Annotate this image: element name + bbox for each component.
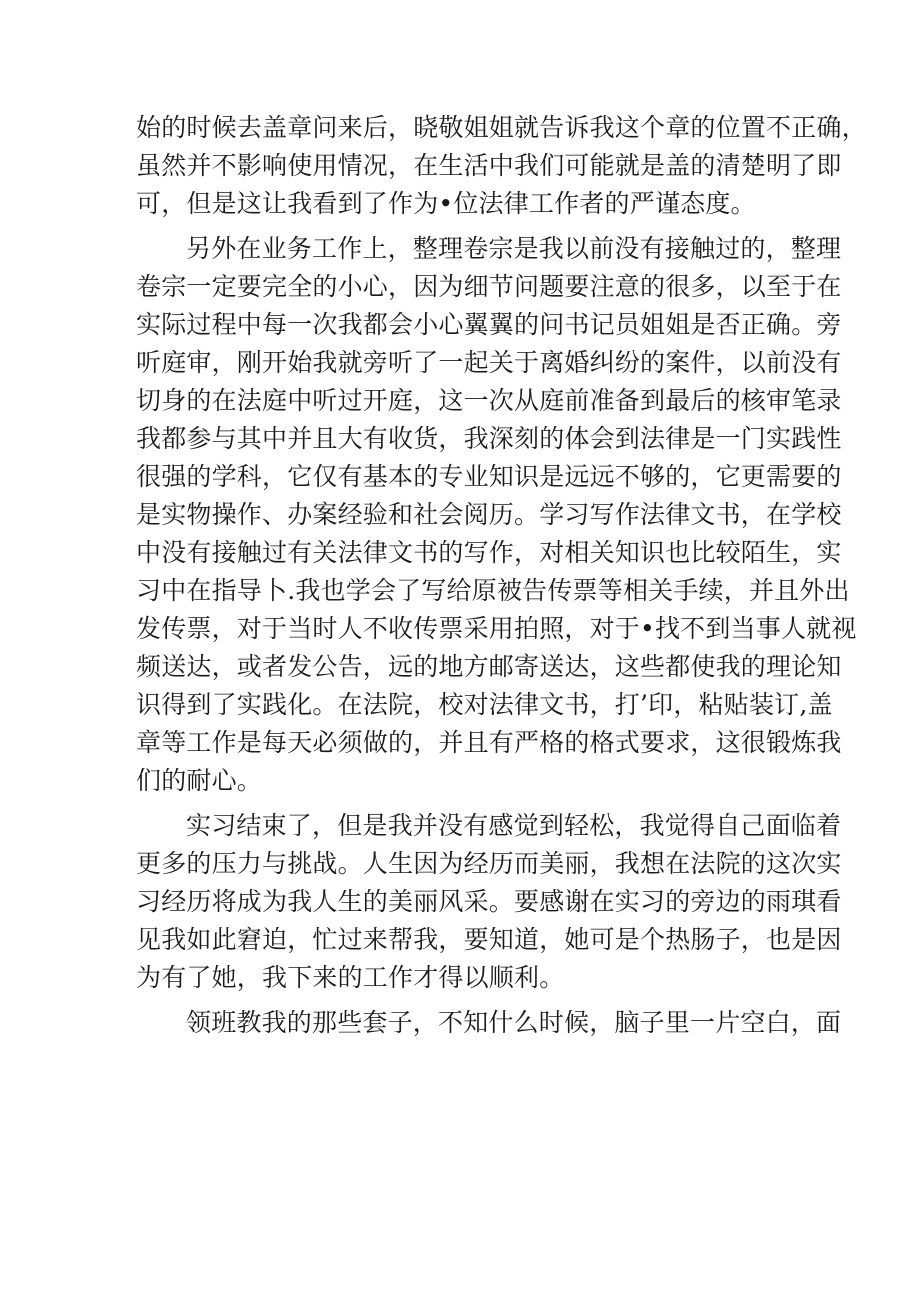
text-line: 我都参与其中并且大有收货，我深刻的体会到法律是一门实践性 [136,424,842,453]
text-line: 卷宗一定要完全的小心，因为细节问题要注意的很多，以至于在 [136,272,842,301]
text-line: 是实物操作、办案经验和社会阅历。学习写作法律文书，在学校 [136,500,842,529]
text-line: 见我如此窘迫，忙过来帮我，要知道，她可是个热肠子，也是因 [136,925,842,954]
body-text [136,109,867,1042]
text-line: 听庭审，刚开始我就旁听了一起关于离婚纠纷的案件，以前没有 [136,348,842,377]
text-line: 识得到了实践化。在法院，校对法律文书，打’印，粘贴装订,盖 [136,690,833,719]
paragraph [136,109,867,223]
text-line: 实际过程中每一次我都会小心翼翼的问书记员姐姐是否正确。旁 [136,310,842,339]
paragraph [136,807,842,997]
text-line: 章等工作是每天必须做的，并且有严格的格式要求，这很锻炼我 [136,728,842,757]
paragraph [136,1004,842,1042]
text-line: 发传票，对于当时人不收传票采用拍照，对于•找不到当事人就视 [136,614,857,643]
text-line: 为有了她，我下来的工作才得以顺利。 [136,963,565,992]
text-line: 始的时候去盖章问来后，晓敬姐姐就告诉我这个章的位置不正确， [136,113,867,142]
text-line: 切身的在法庭中听过开庭，这一次从庭前准备到最后的核审笔录 [136,386,842,415]
text-line: 另外在业务工作上，整理卷宗是我以前没有接触过的，整理 [186,234,842,263]
text-line: 很强的学科，它仅有基本的专业知识是远远不够的，它更需要的 [136,462,842,491]
text-line: 频送达，或者发公告，远的地方邮寄送达，这些都使我的理论知 [136,652,842,681]
text-line: 实习结束了，但是我并没有感觉到轻松，我觉得自己面临着 [186,811,842,840]
paragraph [136,230,857,800]
text-line: 们的耐心。 [136,766,263,795]
text-line: 可，但是这让我看到了作为•位法律工作者的严谨态度。 [136,189,756,218]
text-line: 中没有接触过有关法律文书的写作，对相关知识也比较陌生，实 [136,538,842,567]
text-line: 虽然并不影响使用情况，在生活中我们可能就是盖的清楚明了即 [136,151,842,180]
text-line: 领班教我的那些套子，不知什么时候，脑子里一片空白，面 [186,1008,842,1037]
text-line: 习中在指导卜.我也学会了写给原被告传票等相关手续，并且外出 [136,576,850,605]
text-line: 习经历将成为我人生的美丽风采。要感谢在实习的旁边的雨琪看 [136,887,842,916]
text-line: 更多的压力与挑战。人生因为经历而美丽，我想在法院的这次实 [136,849,842,878]
